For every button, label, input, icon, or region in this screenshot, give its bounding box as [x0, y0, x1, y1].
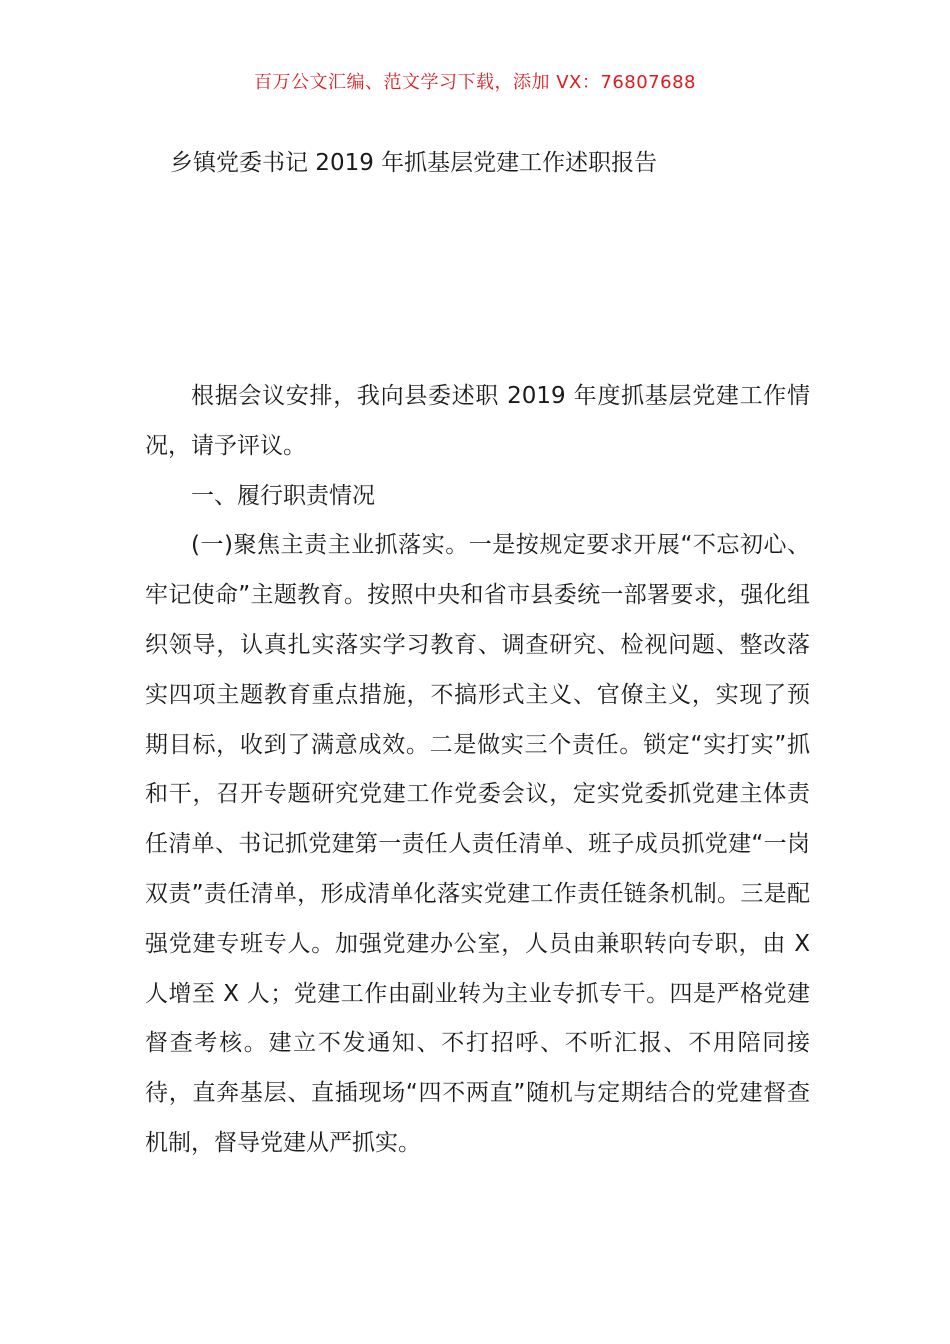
paragraph-intro: 根据会议安排，我向县委述职 2019 年度抓基层党建工作情况，请予评议。	[145, 383, 810, 459]
document-body	[145, 372, 810, 1169]
document-title: 乡镇党委书记 2019 年抓基层党建工作述职报告	[170, 150, 658, 176]
header-promo-note: 百万公文汇编、范文学习下载，添加 VX：76807688	[254, 72, 696, 93]
section-heading-1: 一、履行职责情况	[191, 482, 375, 509]
paragraph-section-1-1: (一)聚焦主责主业抓落实。一是按规定要求开展“不忘初心、牢记使命”主题教育。按照中央和省市县委统一部署要求，强化组织领导，认真扎实落实学习教育、调查研究、检视问题、整改落实四项主题教育重点措施，不搞形式主义、官僚主义，实现了预期目标，收到了满意成效。二是做实三个责任。锁定“实打实”抓和干，召开专题研究党建工作党委会议，定实党委抓党建主体责任清单、书记抓党建第一责任人责任清单、班子成员抓党建“一岗双责”责任清单，形成清单化落实党建工作责任链条机制。三是配强党建专班专人。加强党建办公室，人员由兼职转向专职，由 X 人增至 X 人；党建工作由副业转为主业专抓专干。四是严格党建督查考核。建立不发通知、不打招呼、不听汇报、不用陪同接待，直奔基层、直插现场“四不两直”随机与定期结合的党建督查机制，督导党建从严抓实。	[145, 532, 810, 1156]
